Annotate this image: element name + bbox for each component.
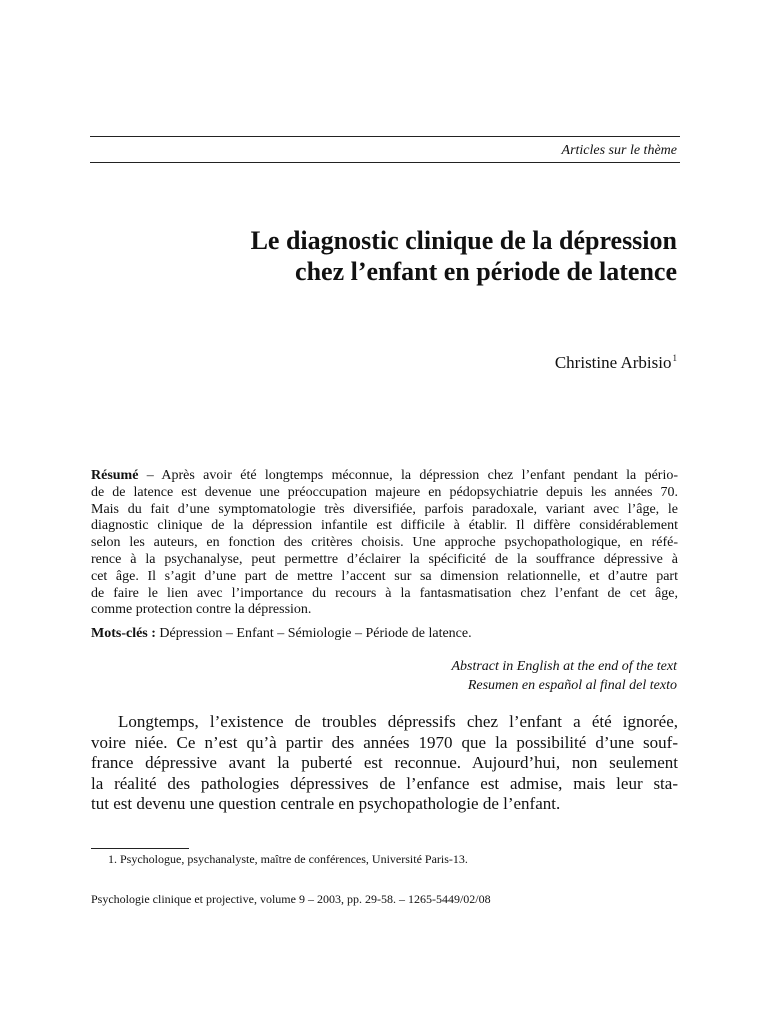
other-language-abstracts (451, 657, 677, 695)
abstract-line: cet âge. Il s’agit d’une part de mettre l’accent sur sa dimension relationnelle, et d’autre part (91, 568, 678, 584)
abstract-text: – Après avoir été longtemps méconnue, la dépression chez l’enfant pendant la pério- (138, 468, 678, 483)
keywords-label: Mots-clés : (91, 626, 156, 641)
footnote-rule (91, 848, 189, 849)
body-line: france dépressive avant la puberté est reconnue. Aujourd’hui, non seulement (91, 753, 678, 772)
abstract-line: de de latence est devenue une préoccupation majeure en pédopsychiatrie depuis les années 70. (91, 484, 678, 500)
abstract-line: de faire le lien avec l’importance du recours à la fantasmatisation chez l’enfant de cet âge, (91, 585, 678, 601)
article-title (117, 225, 677, 287)
body-line: tut est devenu une question centrale en psychopathologie de l’enfant. (91, 794, 561, 813)
abstract-line: selon les auteurs, en fonction des critères choisis. Une approche psychopathologique, en réfé- (91, 535, 678, 551)
article-title-line: Le diagnostic clinique de la dépression (250, 226, 677, 255)
article-title-line: chez l’enfant en période de latence (295, 257, 677, 286)
english-abstract-note: Abstract in English at the end of the text (451, 659, 677, 674)
footnote: 1. Psychologue, psychanalyste, maître de conférences, Université Paris-13. (108, 852, 468, 866)
author-footnote-marker: 1 (672, 353, 677, 364)
journal-citation: Psychologie clinique et projective, volume 9 – 2003, pp. 29-58. – 1265-5449/02/08 (91, 892, 491, 906)
spanish-abstract-note: Resumen en español al final del texto (467, 678, 677, 693)
author-name-text: Christine Arbisio (554, 353, 672, 372)
body-line: la réalité des pathologies dépressives de l’enfance est admise, mais leur sta- (91, 773, 678, 793)
header-rule-bottom (90, 162, 680, 163)
abstract-line: comme protection contre la dépression. (91, 602, 312, 618)
keywords (91, 626, 472, 642)
abstract-line: diagnostic clinique de la dépression infantile est difficile à établir. Il diffère considérablement (91, 518, 678, 534)
header-rule-top (90, 136, 680, 137)
abstract-line: rence à la psychanalyse, peut permettre d’éclairer la spécificité de la souffrance dépressive à (91, 551, 678, 567)
keywords-text: Dépression – Enfant – Sémiologie – Période de latence. (155, 626, 472, 641)
abstract-line: Mais du fait d’une symptomatologie très diversifiée, parfois paradoxale, variant avec l’âge, le (91, 501, 678, 517)
body-paragraph (91, 712, 678, 815)
abstract-line (91, 468, 678, 485)
abstract (91, 468, 678, 619)
abstract-label: Résumé (91, 468, 139, 483)
author-name (555, 353, 677, 373)
body-line: voire niée. Ce n’est qu’à partir des années 1970 que la possibilité d’une souf- (91, 732, 678, 752)
section-label: Articles sur le thème (561, 143, 677, 158)
body-line: Longtemps, l’existence de troubles dépressifs chez l’enfant a été ignorée, (118, 712, 678, 731)
